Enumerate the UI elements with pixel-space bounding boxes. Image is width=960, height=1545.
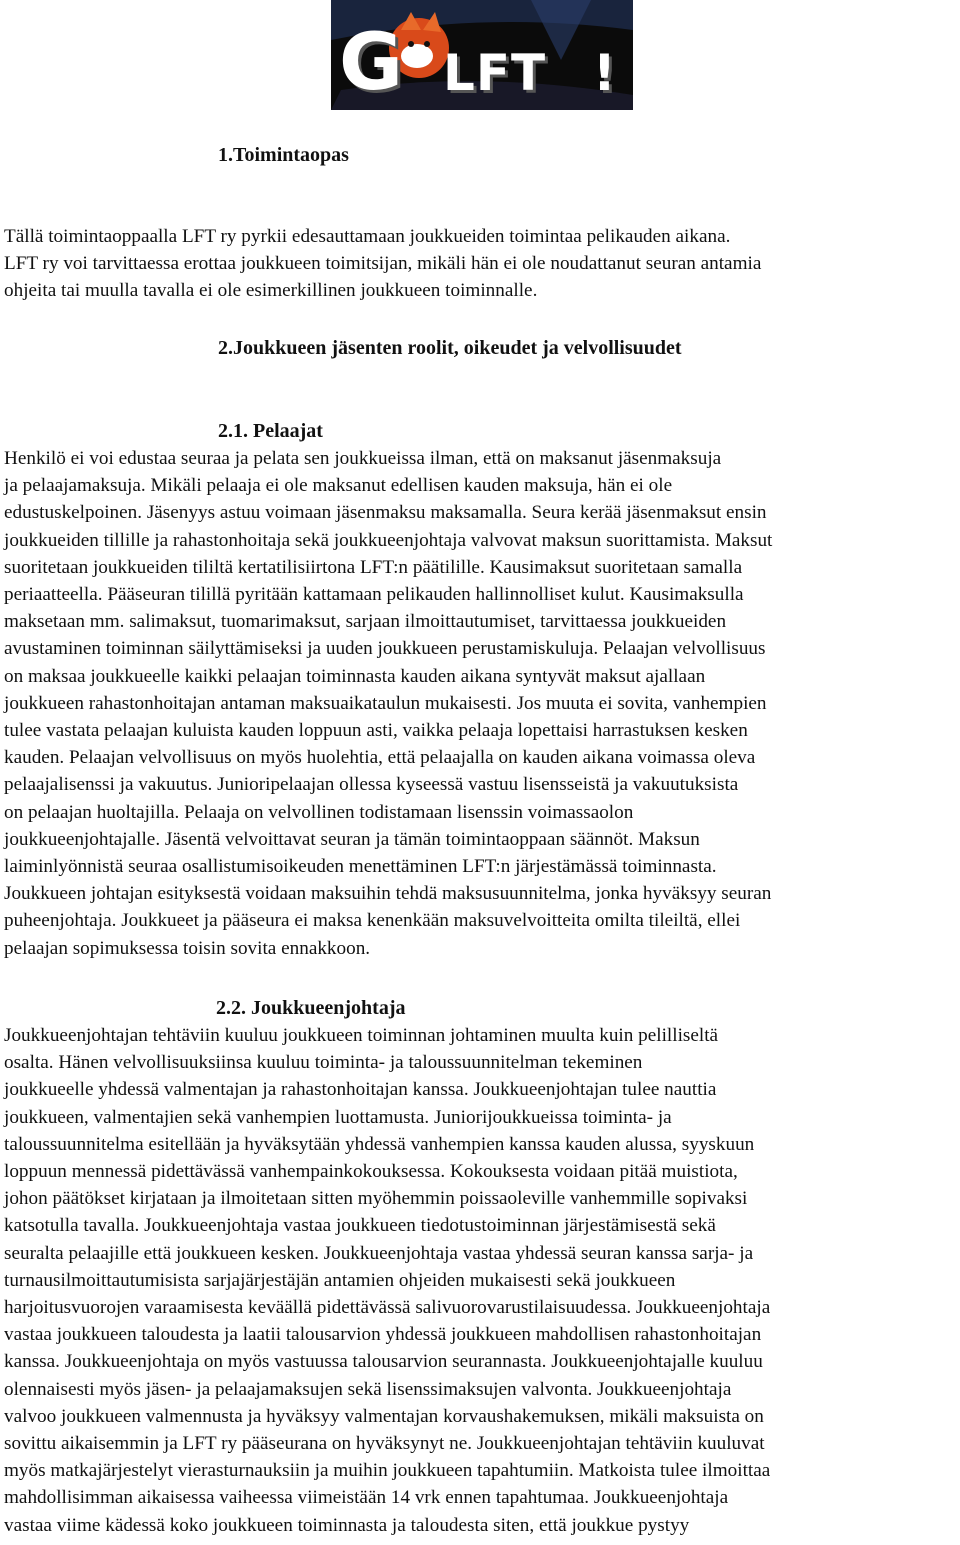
- text-line: LFT ry voi tarvittaessa erottaa joukkueen toimitsijan, mikäli hän ei ole noudattanut seuran antamia: [4, 253, 762, 275]
- text-line: avustaminen toiminnan säilyttämiseksi ja uuden joukkueen perustamiskuluja. Pelaajan velvollisuus: [4, 638, 766, 660]
- text-line: kanssa. Joukkueenjohtaja on myös vastuussa talousarvion seurannasta. Joukkueenjohtajalle kuuluu: [4, 1351, 763, 1373]
- logo-lft-text: LFT: [443, 44, 547, 102]
- text-line: joukkueiden tillille ja rahastonhoitaja sekä joukkueenjohtaja valvovat maksun suorittamista. Maksut: [4, 529, 773, 551]
- text-line: Henkilö ei voi edustaa seuraa ja pelata sen joukkueissa ilman, että on maksanut jäsenmaksuja: [4, 448, 722, 469]
- section-1-heading: 1.Toimintaopas: [218, 144, 349, 166]
- section-1-paragraph: [4, 223, 761, 305]
- logo-letter-g: G: [339, 18, 402, 108]
- section-2-2-heading: 2.2. Joukkueenjohtaja: [216, 997, 406, 1019]
- text-line: johon päätökset kirjataan ja ilmoitetaan sitten myöhemmin poissaoleville vanhemmille sopivaksi: [4, 1188, 748, 1210]
- text-line: ohjeita tai muulla tavalla ei ole esimerkillinen joukkueen toiminnalle.: [4, 280, 538, 302]
- text-line: olennaisesti myös jäsen- ja pelaajamaksujen sekä lisenssimaksujen valvonta. Joukkueenjohtaja: [4, 1378, 732, 1400]
- text-line: sovittu aikaisemmin ja LFT ry pääseurana on hyväksynyt ne. Joukkueenjohtajan tehtäviin kuuluvat: [4, 1433, 765, 1455]
- text-line: puheenjohtaja. Joukkueet ja pääseura ei maksa kenenkään maksuvelvoitteita omilta tileiltä, ellei: [4, 910, 741, 932]
- text-line: maksetaan mm. salimaksut, tuomarimaksut, sarjaan ilmoittautumiset, tarvittaessa joukkueiden: [4, 611, 727, 633]
- section-2-1-paragraph: [4, 445, 772, 962]
- section-2-heading: 2.Joukkueen jäsenten roolit, oikeudet ja velvollisuudet: [218, 337, 682, 359]
- section-2-1-heading: 2.1. Pelaajat: [218, 420, 323, 442]
- text-line: osalta. Hänen velvollisuuksiinsa kuuluu toiminta- ja taloussuunnitelman tekeminen: [4, 1052, 643, 1074]
- text-line: suoritetaan joukkueiden tililtä kertatilisiirtona LFT:n päätilille. Kausimaksut suoritetaan samalla: [4, 556, 743, 578]
- text-line: Joukkueen johtajan esityksestä voidaan maksuihin tehdä maksusuunnitelma, jonka hyväksyy seuran: [4, 883, 772, 905]
- text-line: on maksaa joukkueelle kaikki pelaajan toiminnasta kauden aikana syntyvät maksut ajallaan: [4, 665, 706, 687]
- section-2-2-paragraph: [4, 1022, 770, 1539]
- text-line: harjoitusvuorojen varaamisesta keväällä pidettävässä salivuorovarustilaisuudessa. Joukkueenjohtaja: [4, 1297, 771, 1319]
- text-line: Tällä toimintaoppaalla LFT ry pyrkii edesauttamaan joukkueiden toimintaa pelikauden aikana.: [4, 226, 731, 247]
- text-line: tulee vastata pelaajan kuluista kauden loppuun asti, vaikka pelaaja lopettaisi harrastuksen kesken: [4, 720, 748, 742]
- text-line: joukkueenjohtajalle. Jäsentä velvoittavat seuran ja tämän toimintaoppaan säännöt. Maksun: [4, 828, 700, 850]
- text-line: edustuskelpoinen. Jäsenyys astuu voimaan jäsenmaksu maksamalla. Seura kerää jäsenmaksut ensin: [4, 502, 767, 524]
- text-line: on pelaajan huoltajilla. Pelaaja on velvollinen todistamaan lisenssin voimassaolon: [4, 801, 634, 823]
- text-line: katsotulla tavalla. Joukkueenjohtaja vastaa joukkueen tiedotustoiminnan järjestämisestä sekä: [4, 1215, 716, 1237]
- text-line: pelaajan sopimuksessa toisin sovita ennakkoon.: [4, 937, 371, 959]
- text-line: mahdollisimman aikaisessa vaiheessa viimeistään 14 vrk ennen tapahtumaa. Joukkueenjohtaja: [4, 1487, 729, 1509]
- text-line: Joukkueenjohtajan tehtäviin kuuluu joukkueen toiminnan johtaminen muulta kuin pelilliseltä: [4, 1025, 719, 1046]
- text-line: joukkueelle yhdessä valmentajan ja rahastonhoitajan kanssa. Joukkueenjohtajan tulee nauttia: [4, 1079, 717, 1101]
- text-line: periaatteella. Pääseuran tilillä pyritään kattamaan pelikauden hallinnolliset kulut. Kausimaksulla: [4, 584, 744, 606]
- text-line: kauden. Pelaajan velvollisuus on myös huolehtia, että pelaajalla on kauden aikana voimassa oleva: [4, 747, 756, 769]
- text-line: joukkueen, valmentajien sekä vanhempien luottamusta. Juniorijoukkueissa toiminta- ja: [4, 1106, 672, 1128]
- text-line: vastaa joukkueen taloudesta ja laatii talousarvion yhdessä joukkueen mahdollisen rahastonhoitajan: [4, 1324, 762, 1346]
- text-line: myös matkajärjestelyt vierasturnauksiin ja muihin joukkueen tapahtumiin. Matkoista tulee ilmoittaa: [4, 1460, 771, 1482]
- text-line: valvoo joukkueen valmennusta ja hyväksyy valmentajan korvaushakemuksen, mikäli maksuista on: [4, 1405, 764, 1427]
- text-line: vastaa viime kädessä koko joukkueen toiminnasta ja taloudesta siten, että joukkue pystyy: [4, 1514, 690, 1536]
- text-line: pelaajalisenssi ja vakuutus. Junioripelaajan ollessa kyseessä vastuu lisensseistä ja vakuutuksista: [4, 774, 739, 796]
- text-line: taloussuunnitelma esitellään ja hyväksytään yhdessä vanhempien kanssa kauden alussa, syyskuun: [4, 1133, 755, 1155]
- text-line: loppuun mennessä pidettävässä vanhempainkokouksessa. Kokouksesta voidaan pitää muistiota,: [4, 1161, 738, 1183]
- logo-exclamation: !: [593, 44, 616, 102]
- text-line: turnausilmoittautumisista sarjajärjestäjän antamien ohjeiden mukaisesti sekä joukkueen: [4, 1269, 676, 1291]
- text-line: joukkueen rahastonhoitajan antaman maksuaikataulun mukaisesti. Jos muuta ei sovita, vanhempien: [4, 692, 767, 714]
- text-line: ja pelaajamaksuja. Mikäli pelaaja ei ole maksanut edellisen kauden maksuja, hän ei ole: [4, 475, 673, 497]
- golft-logo: [331, 0, 633, 110]
- text-line: seuralta pelaajille että joukkueen kesken. Joukkueenjohtaja vastaa yhdessä seuran kanssa sarja- ja: [4, 1242, 754, 1264]
- text-line: laiminlyönnistä seuraa osallistumisoikeuden menettäminen LFT:n järjestämässä toiminnasta.: [4, 856, 717, 878]
